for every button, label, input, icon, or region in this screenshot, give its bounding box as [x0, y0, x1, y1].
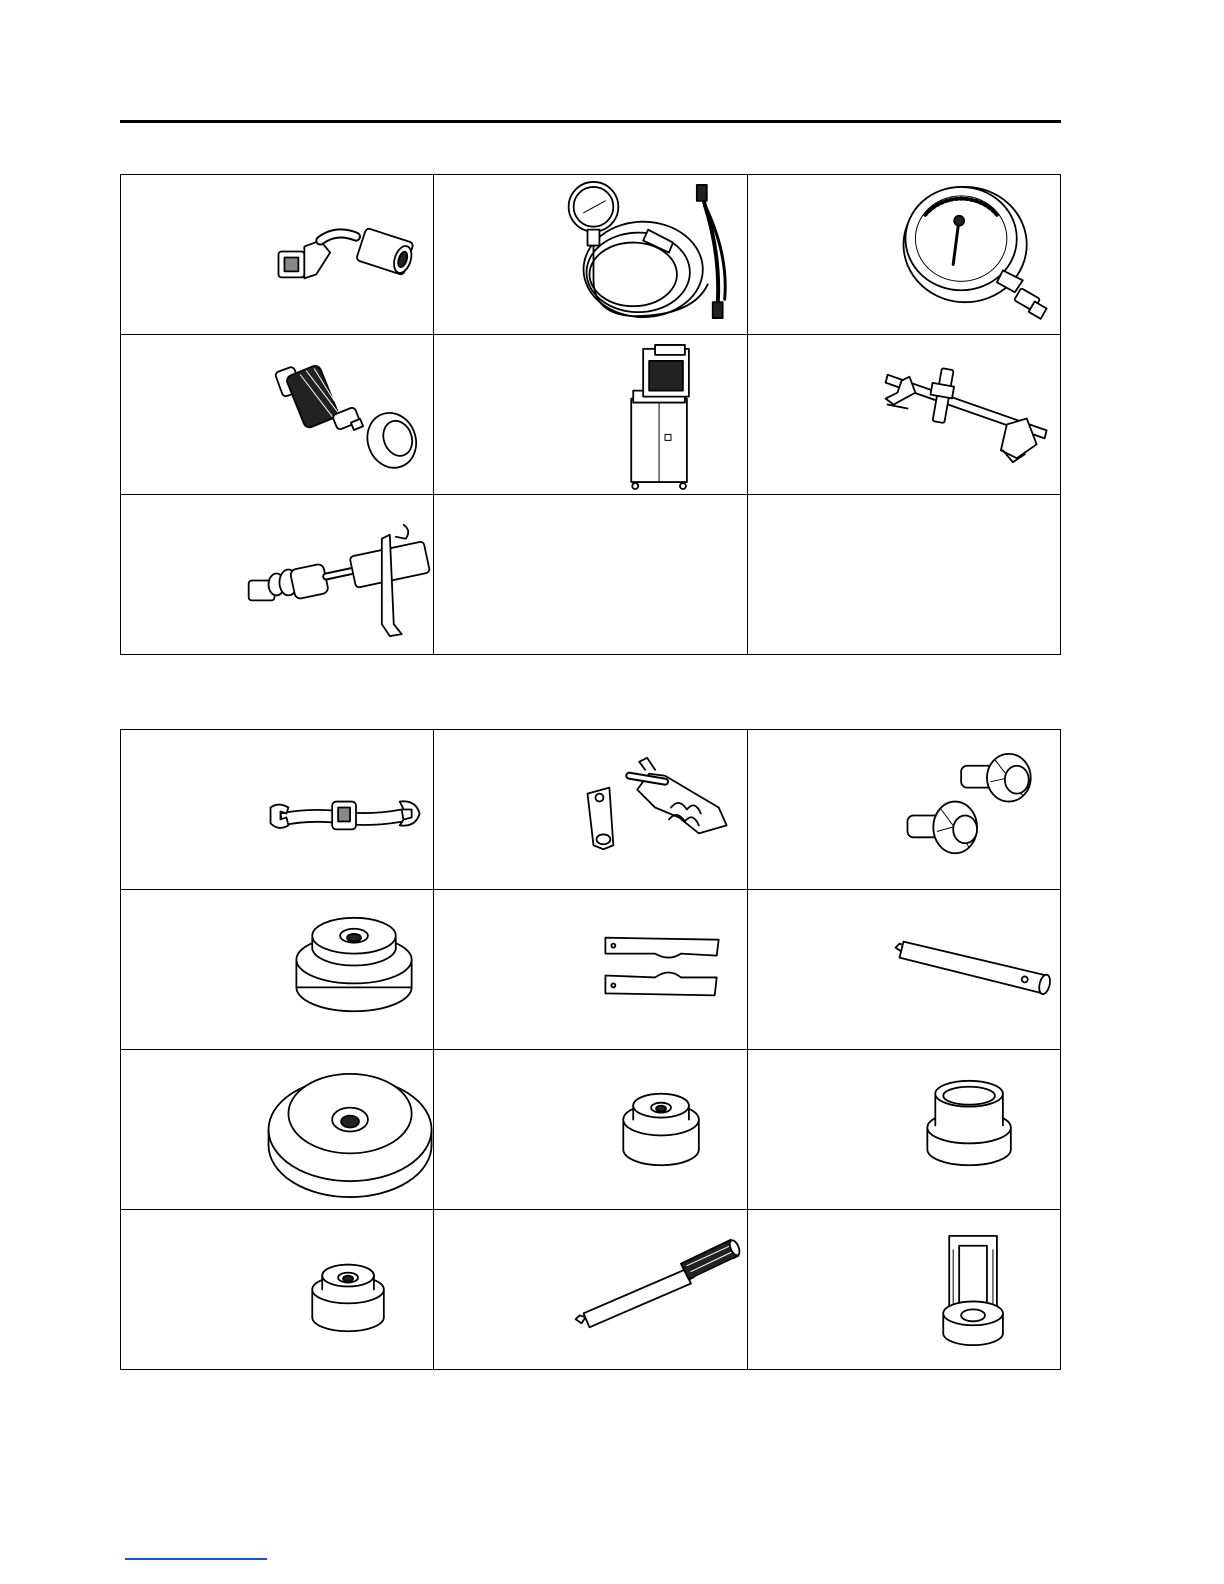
header-rule — [120, 120, 1061, 123]
footer-link-rule — [125, 1558, 267, 1560]
tool-cell — [121, 890, 434, 1050]
pressure-gauge-with-hose-icon — [434, 175, 747, 334]
tool-cell — [121, 335, 434, 495]
tool-cell — [748, 730, 1061, 890]
tool-cell — [434, 730, 748, 890]
knurled-handle-with-ring-icon — [121, 335, 433, 494]
knurled-driver-handle-icon — [434, 1210, 747, 1369]
tool-cell — [121, 495, 434, 655]
tool-cell — [121, 1210, 434, 1370]
plug-adapters-icon — [748, 730, 1060, 889]
adjustable-bar-holder-icon — [748, 335, 1060, 494]
pressure-gauge-dial-icon — [748, 175, 1060, 334]
tool-cell — [434, 175, 748, 335]
tool-cell — [434, 890, 748, 1050]
bearing-remover-bracket-icon — [748, 1210, 1060, 1369]
large-installer-disc-icon — [121, 1050, 433, 1209]
tool-cell — [748, 175, 1061, 335]
angled-adapter-fitting-icon — [121, 175, 433, 334]
tool-cell — [748, 1050, 1061, 1210]
tool-table-2 — [120, 729, 1061, 1370]
tool-cell — [121, 175, 434, 335]
tool-cell — [748, 890, 1061, 1050]
screw-puller-tool-icon — [121, 495, 433, 654]
tool-cell — [748, 335, 1061, 495]
tool-cell — [434, 1050, 748, 1210]
tool-cell — [121, 730, 434, 890]
bushing-cup-icon — [748, 1050, 1060, 1209]
small-installer-cup-icon — [121, 1210, 433, 1369]
driver-rod-icon — [748, 890, 1060, 1049]
tool-table-1 — [120, 174, 1061, 655]
tool-cell — [121, 1050, 434, 1210]
tool-cell-empty — [748, 495, 1061, 655]
tool-cell-empty — [434, 495, 748, 655]
tool-cell — [748, 1210, 1061, 1370]
flare-nut-wrench-icon — [121, 730, 433, 889]
bearing-installer-icon — [121, 890, 433, 1049]
diagnostic-cart-icon — [434, 335, 747, 494]
tool-cell — [434, 1210, 748, 1370]
tool-cell — [434, 335, 748, 495]
small-installer-cup-icon — [434, 1050, 747, 1209]
ball-joint-separator-icon — [434, 730, 747, 889]
shim-plates-icon — [434, 890, 747, 1049]
